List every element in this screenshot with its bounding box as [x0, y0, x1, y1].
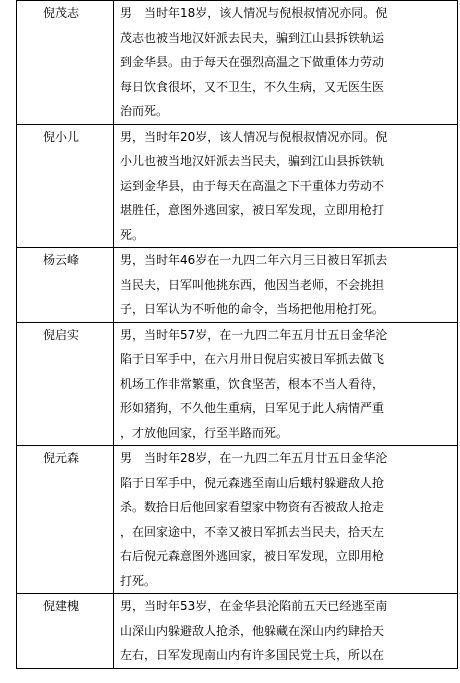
name-cell — [17, 322, 114, 446]
table-row — [17, 594, 458, 669]
description-line: 当民夫，日军叫他挑东西，他因当老师，不会挑担 — [120, 277, 385, 292]
description-line: 子，日军认为不听他的命令，当场把他用枪打死。 — [120, 302, 385, 316]
table-row — [17, 124, 458, 248]
name-cell — [17, 446, 114, 594]
description-line: 治而死。 — [120, 104, 169, 118]
description-line: 运到金华县，由于每天在高温之下干重体力劳动不 — [120, 178, 385, 193]
description-line: 陷于日军手中，倪元森逃至南山后蛾村躲避敌人抢 — [120, 475, 385, 490]
description-line: 打死。 — [120, 573, 157, 588]
description-line: 每日饮食很坏，又不卫生，不久生病，又无医生医 — [120, 79, 385, 94]
person-name: 倪元森 — [43, 451, 80, 465]
description-line: 左右，日军发现南山内有许多国民党士兵，所以在 — [120, 648, 385, 662]
description-line: 小儿也被当地汉奸派去当民夫，骗到江山县拆铁轨 — [120, 154, 385, 168]
description-line: 男，当时年20岁，该人情况与倪根叔情况亦同。倪 — [120, 129, 388, 144]
description-cell — [114, 446, 458, 594]
description-line: 男，当时年46岁在一九四二年六月三日被日军抓去 — [120, 253, 388, 267]
description-line: 男 当时年18岁，该人情况与倪根叔情况亦同。倪 — [120, 6, 388, 20]
description-line: 死。 — [120, 227, 145, 242]
description-line: 男，当时年57岁，在一九四二年五月廿五日金华沦 — [120, 327, 388, 342]
description-line: 机场工作非常繁重，饮食坚苦，根本不当人看待， — [120, 376, 385, 391]
person-name: 杨云峰 — [43, 253, 80, 267]
name-cell — [17, 124, 114, 248]
description-line: ，在回家途中，不幸又被日军抓去当民夫，拾天左 — [120, 524, 385, 539]
description-line: 陷于日军手中，在六月卅日倪启实被日军抓去做飞 — [120, 352, 385, 366]
description-line: 堪胜任，意图外逃回家，被日军发现，立即用枪打 — [120, 203, 385, 217]
name-cell — [17, 594, 114, 669]
description-line: 男，当时年53岁，在金华县沦陷前五天已经逃至南 — [120, 599, 388, 613]
description-line: 茂志也被当地汉奸派去民夫，骗到江山县拆铁轨运 — [120, 30, 385, 45]
name-cell — [17, 248, 114, 323]
person-name: 倪茂志 — [43, 6, 80, 20]
table-row — [17, 446, 458, 594]
description-line: 右后倪元森意图外逃回家，被日军发现，立即用枪 — [120, 549, 385, 563]
description-cell — [114, 124, 458, 248]
description-line: 杀。数拾日后他回家看望家中物资有否被敌人抢走 — [120, 500, 385, 514]
description-line: ，才放他回家，行至半路而死。 — [120, 425, 289, 440]
description-cell — [114, 594, 458, 669]
description-cell — [114, 322, 458, 446]
table-row — [17, 1, 458, 125]
description-line: 形如猪狗，不久他生重病，日军见于此人病情严重 — [120, 401, 385, 415]
name-cell — [17, 1, 114, 125]
person-name: 倪小儿 — [43, 129, 80, 144]
table-row — [17, 248, 458, 323]
description-line: 山深山内躲避敌人抢杀，他躲藏在深山内约肆拾天 — [120, 623, 385, 638]
victims-table — [16, 0, 458, 669]
table-row — [17, 322, 458, 446]
description-line: 到金华县。由于每天在强烈高温之下做重体力劳动 — [120, 55, 385, 69]
person-name: 倪建槐 — [43, 599, 80, 613]
person-name: 倪启实 — [43, 327, 80, 342]
description-cell — [114, 1, 458, 125]
description-line: 男 当时年28岁，在一九四二年五月廿五日金华沦 — [120, 451, 388, 465]
description-cell — [114, 248, 458, 323]
